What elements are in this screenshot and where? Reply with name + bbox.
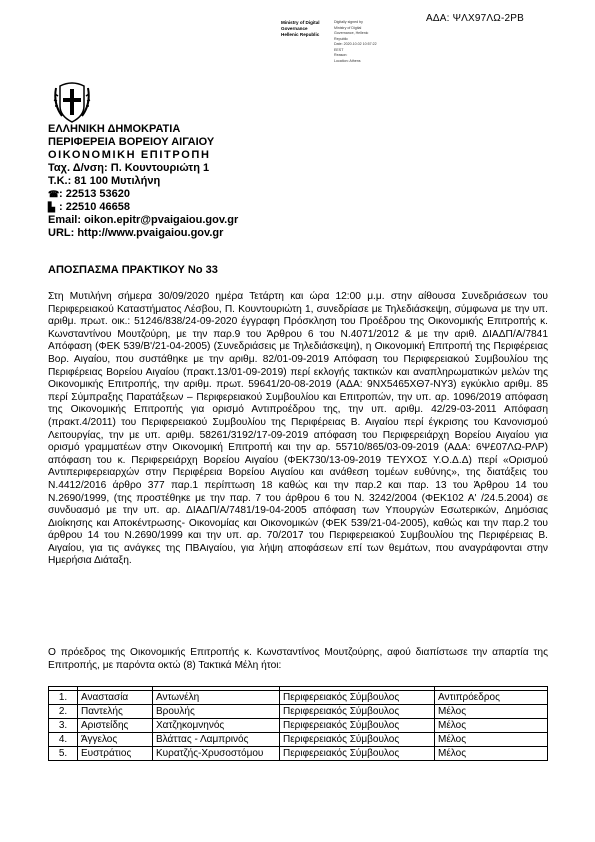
member-body: Περιφερειακός Σύμβουλος [280,705,435,719]
member-number: 5. [49,747,78,761]
member-last-name: Βρουλής [153,705,280,719]
signature-detail: Governance, Hellenic [334,31,369,35]
member-last-name: Κυρατζής-Χρυσοστόμου [153,747,280,761]
phone-row [48,188,238,201]
table-row [49,705,548,719]
member-last-name: Αντωνέλη [153,691,280,705]
letterhead [48,123,238,240]
fax-number: : 22510 46658 [59,201,130,213]
url-label: URL: [48,227,78,239]
member-body: Περιφερειακός Σύμβουλος [280,747,435,761]
region-name: ΠΕΡΙΦΕΡΕΙΑ ΒΟΡΕΙΟΥ ΑΙΓΑΙΟΥ [48,136,215,148]
member-last-name: Βλάττας - Λαμπρινός [153,733,280,747]
member-role: Μέλος [435,747,548,761]
phone-icon: ☎ [48,189,60,199]
digital-signature-details [334,20,377,64]
email-label: Email: [48,214,85,226]
website-link[interactable]: http://www.pvaigaiou.gov.gr [77,227,224,239]
fax-icon: ▙ [48,202,55,212]
postal-code: Τ.Κ.: 81 100 Μυτιλήνη [48,175,161,187]
signature-line: Hellenic Republic [281,32,320,37]
country-name: ΕΛΛΗΝΙΚΗ ΔΗΜΟΚΡΑΤΙΑ [48,123,181,135]
table-row [49,719,548,733]
member-first-name: Άγγελος [78,733,153,747]
member-role: Μέλος [435,733,548,747]
member-number: 1. [49,691,78,705]
fax-row [48,201,238,214]
email-link[interactable]: oikon.epitr@pvaigaiou.gov.gr [84,214,239,226]
members-table [48,686,548,761]
member-body: Περιφερειακός Σύμβουλος [280,719,435,733]
minutes-paragraph: Στη Μυτιλήνη σήμερα 30/09/2020 ημέρα Τετάρτη και ώρα 12:00 μ.μ. στην αίθουσα Συνεδριάσεων του Περιφερειακού Καταστήματος Λέσβου, Π. Κουντουριώτη 1, συνεδρίασε με Τηλεδιάσκεψη, σύμφωνα με την υπ. αριθμ. πρωτ. οικ.: 51246/838/24-09-2020 έγγραφη Πρόσκληση του Προέδρου της Οικονομικής Επιτροπής κ. Κωνσταντίνου Μουτζούρη, με την παρ.9 του Άρθρου 6 του Ν.4071/2012 & με την αριθ. ΔΙΑΔΠ/Α/7841 Απόφαση (ΦΕΚ 539/Β'/21-04-2005) (Συνεδριάσεις με Τηλεδιάσκεψη), η Οικονομική Επιτροπή της Περιφέρειας Βορ. Αιγαίου, που συστάθηκε με την αριθμ. 82/01-09-2019 Απόφαση του Περιφερειακού Συμβουλίου της Περιφέρειας Βορείου Αιγαίου (πρακτ.13/01-09-2019) περί εκλογής τακτικών και αναπληρωματικών μελών της Οικονομικής Επιτροπής, την αριθμ. πρωτ. 59641/20-08-2019 (ΑΔΑ: 9ΝΧ5465ΧΘ7-ΝΥ3) εγκύκλιο αριθμ. 85 περί Σύμπραξης Παρατάξεων – Περιφερειακού Συμβουλίου και Επιτροπών, την υπ. αρ. 1096/2019 απόφαση της Οικονομικής Επιτροπής για ορισμό Αντιπροέδρου της, την υπ. αριθμ. 42/29-03-2011 Απόφαση (πρακτ.4/2011) του Περιφερειακού Συμβουλίου της Περιφέρειας Β. Αιγαίου περί έγκρισης του Κανονισμού Λειτουργίας, την με υπ. αριθμ. 58261/3192/17-09-2019 απόφαση του Περιφερειάρχη Βορείου Αιγαίου για ορισμό γραμματέων στην Οικονομική Επιτροπή και την αρ. 55710/865/03-09-2019 (ΑΔΑ: 6Ψ£07ΛΩ-ΡΛΡ) απόφαση του κ. Περιφερειάρχη Βορείου Αιγαίου (ΦΕΚ730/13-09-2019 ΤΕΥΧΟΣ Υ.Ο.Δ.Δ) περί «Ορισμού Αντιπεριφερειαρχών στην Περιφέρεια Βορείου Αιγαίου και ανάθεση τομέων ευθύνης», της διατάξεις του Ν.4412/2016 άρθρο 377 παρ.1 περίπτωση 18 καθώς και την παρ.2 και παρ. 13 του Άρθρου 14 του Ν.2690/1999, (της προστέθηκε με την παρ. 7 του άρθρου 6 του Ν. 3242/2004 (ΦΕΚ102 Α' /24.5.2004) σε συνδυασμό με την υπ. αρ. ΔΙΑΔΠ/Α/7481/19-04-2005 απόφαση των Υπουργών Εσωτερικών, Δημόσιας Διοίκησης και Αποκέντρωσης- Οικονομίας και Οικονομικών (ΦΕΚ 539/21-04-2005), καθώς και την παρ.2 του άρθρου 14 του Ν.2690/1999 και την υπ. αρ. 70/2017 του Περιφερειακού Συμβουλίου της Περιφέρειας Β. Αιγαίου, για τις ανάγκες της ΠΒΑιγαίου, για λήψη αποφάσεων επί των θεμάτων, που αναγράφονται στην Ημερήσια Διάταξη. [48,291,548,567]
signature-line: Governance [281,26,308,31]
member-number: 3. [49,719,78,733]
member-number: 2. [49,705,78,719]
digital-signature-label [281,20,320,38]
table-row [49,691,548,705]
signature-detail: Reason: [334,53,348,57]
member-body: Περιφερειακός Σύμβουλος [280,733,435,747]
signature-detail: Location: Athens [334,58,361,63]
postal-address: Ταχ. Δ/νση: Π. Κουντουριώτη 1 [48,162,210,174]
committee-name: ΟΙΚΟΝΟΜΙΚΗ ΕΠΙΤΡΟΠΗ [48,149,211,161]
signature-detail: Digitally signed by [334,20,363,24]
signature-line: Ministry of Digital [281,20,320,25]
member-role: Μέλος [435,719,548,733]
member-role: Αντιπρόεδρος [435,691,548,705]
table-row [49,747,548,761]
quorum-paragraph: Ο πρόεδρος της Οικονομικής Επιτροπής κ. Κωνσταντίνος Μουτζούρης, αφού διαπίστωσε την απαρτία της Επιτροπής, με παρόντα οκτώ (8) Τακτικά Μέλη ήτοι: [48,647,548,671]
greek-coat-of-arms-icon [52,80,92,124]
signature-detail: Date: 2020.10.02 10:57:22 [334,42,377,46]
table-row [49,733,548,747]
signature-detail: EEST [334,47,344,52]
member-number: 4. [49,733,78,747]
member-first-name: Ευστράτιος [78,747,153,761]
member-first-name: Αναστασία [78,691,153,705]
member-first-name: Αριστείδης [78,719,153,733]
member-role: Μέλος [435,705,548,719]
signature-detail: Ministry of Digital [334,25,362,30]
member-body: Περιφερειακός Σύμβουλος [280,691,435,705]
ada-code: ΑΔΑ: ΨΛΧ97ΛΩ-2ΡΒ [426,13,524,24]
url-row [48,227,238,240]
phone-number: : 22513 53620 [59,188,130,200]
member-first-name: Παντελής [78,705,153,719]
document-title: ΑΠΟΣΠΑΣΜΑ ΠΡΑΚΤΙΚΟΥ Νο 33 [48,264,218,276]
member-last-name: Χατζηκομνηνός [153,719,280,733]
signature-detail: Republic [334,36,348,41]
email-row [48,214,238,227]
